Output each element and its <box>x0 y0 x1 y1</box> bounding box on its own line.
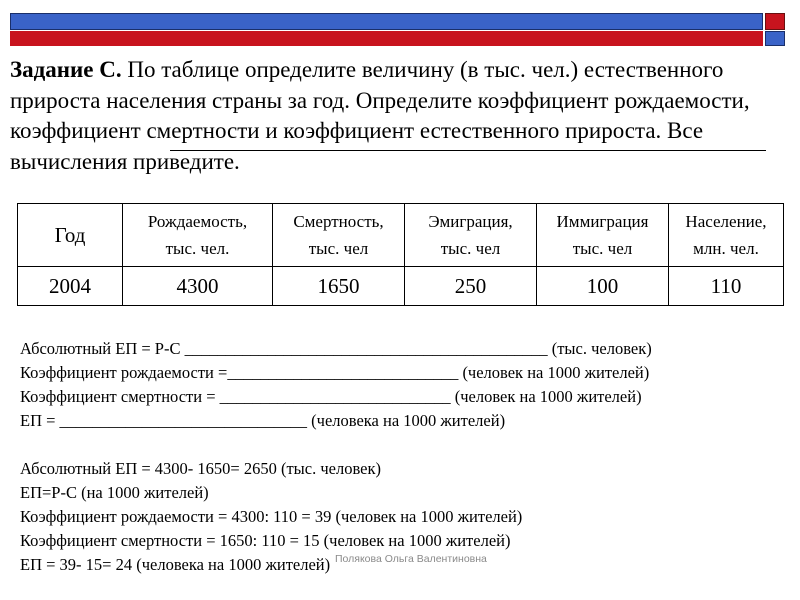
header-year: Год <box>18 204 123 267</box>
answer-natural-increase: ЕП = 39- 15= 24 (человека на 1000 жителей) <box>20 555 331 574</box>
answer-death-rate: Коэффициент смертности = 1650: 110 = 15 (человек на 1000 жителей) <box>20 531 511 550</box>
blank-absolute: Абсолютный ЕП = Р-С ____________________________________________ (тыс. человек) <box>20 339 652 358</box>
corner-red-square <box>765 13 785 30</box>
header-immigration: Иммиграция тыс. чел <box>537 204 669 267</box>
data-table <box>17 203 784 306</box>
blank-death-rate: Коэффициент смертности = ____________________________ (человек на 1000 жителей) <box>20 387 642 406</box>
task-body: По таблице определите величину (в тыс. чел.) естественного прироста населения страны за год. Определите коэффициент рождаемости, коэффициент смертности и коэффициент естественного прироста. Все вычисления приведите. <box>10 57 750 174</box>
formulas-block <box>20 337 652 577</box>
top-blue-bar <box>10 13 763 30</box>
answer-birth-rate: Коэффициент рождаемости = 4300: 110 = 39 (человек на 1000 жителей) <box>20 507 523 526</box>
task-label: Задание С. <box>10 57 122 82</box>
answer-formula: ЕП=Р-С (на 1000 жителей) <box>20 483 209 502</box>
cell-year: 2004 <box>18 267 123 306</box>
corner-blue-square <box>765 31 785 46</box>
author-footer: Полякова Ольга Валентиновна <box>335 553 487 565</box>
cell-population: 110 <box>669 267 784 306</box>
cell-births: 4300 <box>123 267 273 306</box>
cell-immigration: 100 <box>537 267 669 306</box>
top-red-bar <box>10 31 763 46</box>
header-emigration: Эмиграция, тыс. чел <box>405 204 537 267</box>
table-row <box>18 267 784 306</box>
table-header-row <box>18 204 784 267</box>
blank-birth-rate: Коэффициент рождаемости =____________________________ (человек на 1000 жителей) <box>20 363 650 382</box>
header-deaths: Смертность, тыс. чел <box>273 204 405 267</box>
answer-absolute: Абсолютный ЕП = 4300- 1650= 2650 (тыс. человек) <box>20 459 381 478</box>
task-text <box>10 55 780 177</box>
cell-emigration: 250 <box>405 267 537 306</box>
header-population: Население, млн. чел. <box>669 204 784 267</box>
cell-deaths: 1650 <box>273 267 405 306</box>
blank-natural-increase: ЕП = ______________________________ (человека на 1000 жителей) <box>20 411 506 430</box>
task-underline <box>170 150 766 151</box>
header-births: Рождаемость, тыс. чел. <box>123 204 273 267</box>
